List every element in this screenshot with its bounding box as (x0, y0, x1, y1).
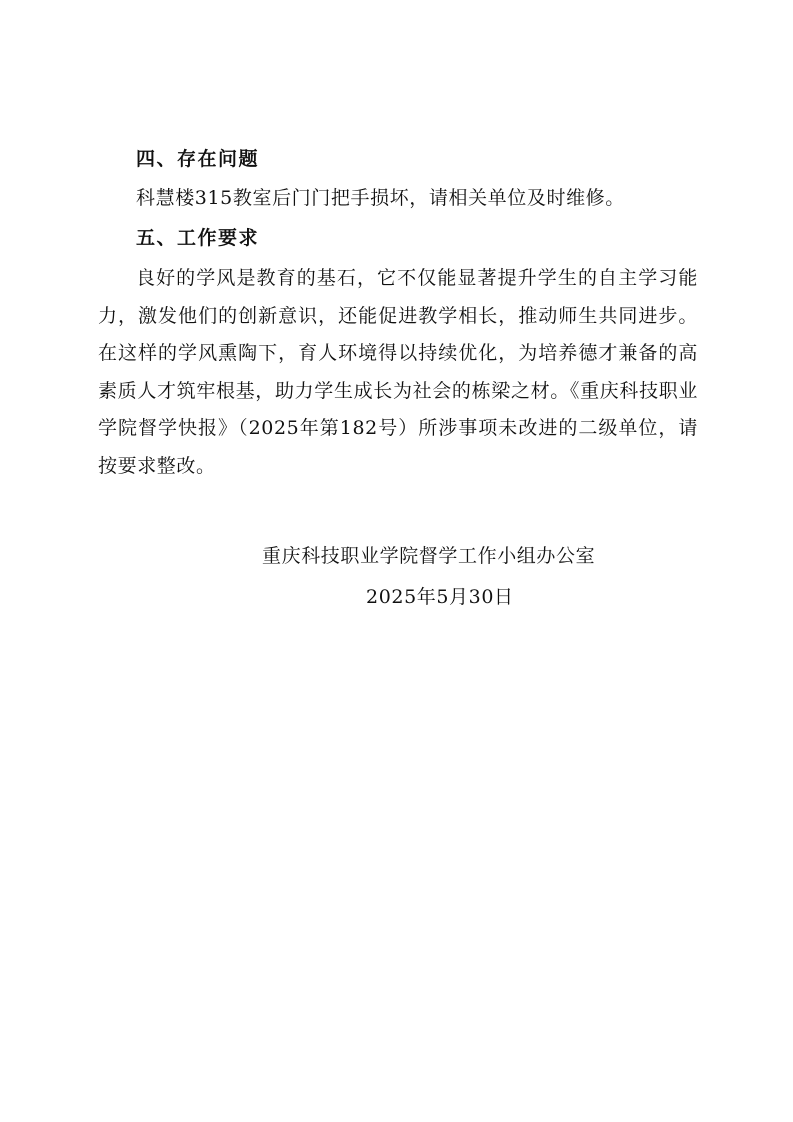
section-5-heading: 五、工作要求 (136, 227, 260, 249)
signature-organization: 重庆科技职业学院督学工作小组办公室 (262, 545, 596, 567)
section-4-heading: 四、存在问题 (136, 148, 260, 170)
section-4-body: 科慧楼315教室后门门把手损坏，请相关单位及时维修。 (136, 187, 625, 209)
section-5-body: 良好的学风是教育的基石，它不仅能显著提升学生的自主学习能力，激发他们的创新意识，还能促进教学相长，推动师生共同进步。在这样的学风熏陶下，育人环境得以持续优化，为培养德才兼备的高素质人才筑牢根基，助力学生成长为社会的栋梁之材。《重庆科技职业学院督学快报》（2025年第182号）所涉事项未改进的二级单位，请按要求整改。 (98, 267, 698, 477)
signature-date: 2025年5月30日 (366, 586, 514, 608)
